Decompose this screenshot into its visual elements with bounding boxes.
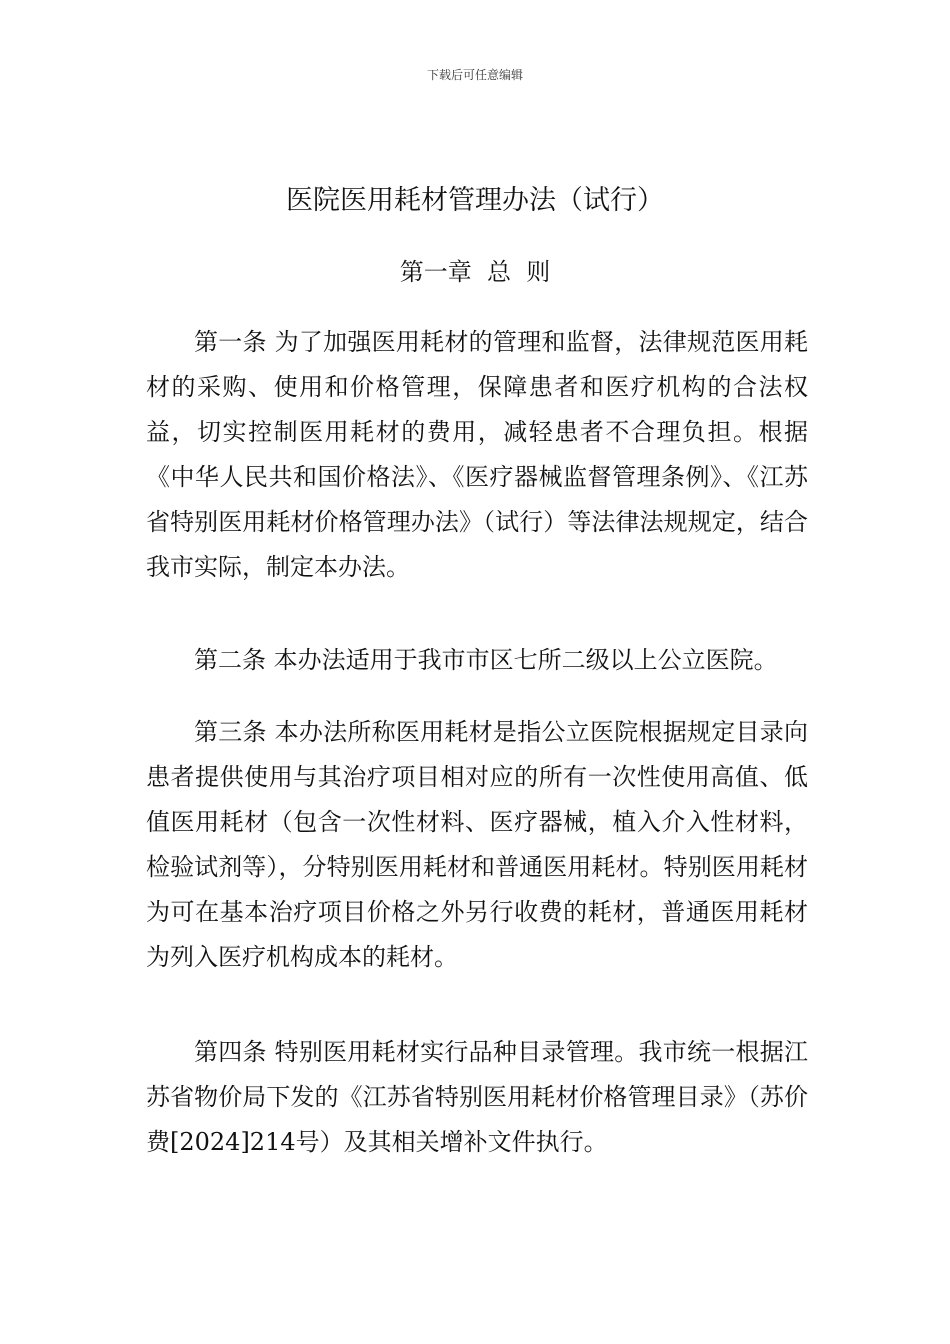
article-4: 第四条 特别医用耗材实行品种目录管理。我市统一根据江苏省物价局下发的《江苏省特别医用耗材价格管理目录》（苏价费[2024]214号）及其相关增补文件执行。 [146, 1038, 808, 1156]
article-2: 第二条 本办法适用于我市市区七所二级以上公立医院。 [194, 646, 778, 674]
article-1: 第一条 为了加强医用耗材的管理和监督，法律规范医用耗材的采购、使用和价格管理，保障患者和医疗机构的合法权益，切实控制医用耗材的费用，减轻患者不合理负担。根据《中华人民共和国价格法》、《医疗器械监督管理条例》、《江苏省特别医用耗材价格管理办法》（试行）等法律法规规定，结合我市实际，制定本办法。 [146, 328, 808, 581]
chapter-title: 第一章 总 则 [399, 258, 551, 286]
header-note: 下载后可任意编辑 [426, 68, 523, 82]
document-title: 医院医用耗材管理办法（试行） [286, 185, 664, 216]
article-3: 第三条 本办法所称医用耗材是指公立医院根据规定目录向患者提供使用与其治疗项目相对应的所有一次性使用高值、低值医用耗材（包含一次性材料、医疗器械，植入介入性材料，检验试剂等），分特别医用耗材和普通医用耗材。特别医用耗材为可在基本治疗项目价格之外另行收费的耗材，普通医用耗材为列入医疗机构成本的耗材。 [146, 718, 808, 971]
